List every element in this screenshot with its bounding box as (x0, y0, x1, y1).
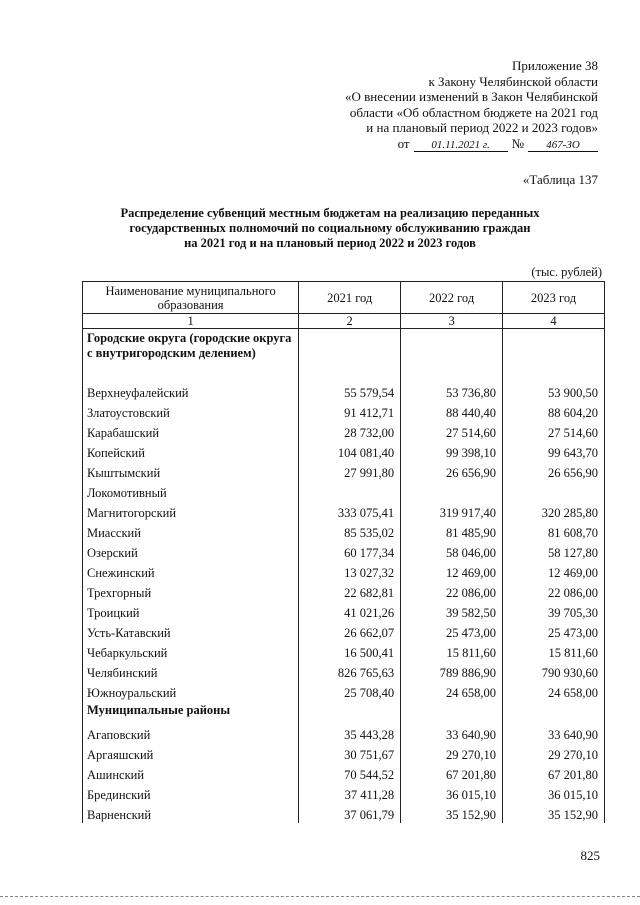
municipality-name: Кыштымский (83, 461, 299, 481)
value-2022 (401, 481, 503, 501)
municipality-name: Агаповский (83, 723, 299, 743)
municipality-name: Карабашский (83, 421, 299, 441)
table-row (83, 641, 605, 661)
value-2021: 26 662,07 (299, 621, 401, 641)
value-2022 (401, 329, 503, 382)
value-2021: 16 500,41 (299, 641, 401, 661)
header-2023: 2023 год (503, 282, 605, 314)
table-row (83, 441, 605, 461)
header-2021: 2021 год (299, 282, 401, 314)
header-municipality: Наименование муниципального образования (83, 282, 299, 314)
table-row (83, 621, 605, 641)
document-title (80, 206, 580, 251)
municipality-name: Чебаркульский (83, 641, 299, 661)
value-2021: 22 682,81 (299, 581, 401, 601)
value-2021: 60 177,34 (299, 541, 401, 561)
value-2023: 67 201,80 (503, 763, 605, 783)
municipality-name: Златоустовский (83, 401, 299, 421)
units-label: (тыс. рублей) (531, 265, 602, 279)
municipality-name: Южноуральский (83, 681, 299, 701)
value-2021: 826 765,63 (299, 661, 401, 681)
value-2023: 15 811,60 (503, 641, 605, 661)
column-number: 2 (299, 314, 401, 329)
value-2023: 24 658,00 (503, 681, 605, 701)
value-2022: 24 658,00 (401, 681, 503, 701)
table-row (83, 421, 605, 441)
value-2023: 81 608,70 (503, 521, 605, 541)
subvention-table (82, 281, 605, 823)
appendix-line: «О внесении изменений в Закон Челябинской (344, 89, 598, 104)
municipality-name: Челябинский (83, 661, 299, 681)
table-section-row (83, 701, 605, 723)
value-2021 (299, 481, 401, 501)
column-number: 4 (503, 314, 605, 329)
header-2022: 2022 год (401, 282, 503, 314)
value-2022: 39 582,50 (401, 601, 503, 621)
table-row (83, 581, 605, 601)
value-2023: 790 930,60 (503, 661, 605, 681)
value-2022: 15 811,60 (401, 641, 503, 661)
value-2022: 25 473,00 (401, 621, 503, 641)
value-2021 (299, 329, 401, 382)
table-row (83, 681, 605, 701)
value-2021: 55 579,54 (299, 381, 401, 401)
municipality-name: Городские округа (городские округа с внутригородским делением) (83, 329, 299, 382)
from-label: от (397, 135, 410, 151)
municipality-name: Озерский (83, 541, 299, 561)
table-row (83, 783, 605, 803)
value-2022: 33 640,90 (401, 723, 503, 743)
table-row (83, 401, 605, 421)
municipality-name: Магнитогорский (83, 501, 299, 521)
value-2022: 29 270,10 (401, 743, 503, 763)
value-2022: 88 440,40 (401, 401, 503, 421)
municipality-name: Локомотивный (83, 481, 299, 501)
value-2023: 320 285,80 (503, 501, 605, 521)
number-label: № (511, 135, 524, 151)
table-body (83, 329, 605, 824)
value-2022: 81 485,90 (401, 521, 503, 541)
law-date-number (345, 136, 598, 152)
value-2023: 88 604,20 (503, 401, 605, 421)
value-2021: 333 075,41 (299, 501, 401, 521)
value-2023: 33 640,90 (503, 723, 605, 743)
table-row (83, 763, 605, 783)
value-2022: 26 656,90 (401, 461, 503, 481)
value-2023: 22 086,00 (503, 581, 605, 601)
value-2021: 104 081,40 (299, 441, 401, 461)
municipality-name: Копейский (83, 441, 299, 461)
value-2022: 789 886,90 (401, 661, 503, 681)
value-2023: 36 015,10 (503, 783, 605, 803)
law-number: 467-ЗО (528, 139, 598, 152)
appendix-line: области «Об областном бюджете на 2021 год (349, 104, 598, 120)
value-2023: 27 514,60 (503, 421, 605, 441)
municipality-name: Троицкий (83, 601, 299, 621)
municipality-name: Усть-Катавский (83, 621, 299, 641)
municipality-name: Снежинский (83, 561, 299, 581)
value-2021: 13 027,32 (299, 561, 401, 581)
value-2022: 36 015,10 (401, 783, 503, 803)
value-2022: 53 736,80 (401, 381, 503, 401)
table-row (83, 723, 605, 743)
value-2023: 29 270,10 (503, 743, 605, 763)
value-2022 (401, 701, 503, 723)
table-row (83, 521, 605, 541)
page-edge-divider (0, 896, 640, 897)
value-2023: 99 643,70 (503, 441, 605, 461)
municipality-name: Верхнеуфалейский (83, 381, 299, 401)
title-line: на 2021 год и на плановый период 2022 и 2023 годов (184, 236, 476, 250)
law-date: 01.11.2021 г. (414, 139, 508, 152)
column-number: 1 (83, 314, 299, 329)
table-section-row (83, 329, 605, 382)
value-2022: 27 514,60 (401, 421, 503, 441)
value-2021: 85 535,02 (299, 521, 401, 541)
table-row (83, 561, 605, 581)
column-number: 3 (401, 314, 503, 329)
table-row (83, 381, 605, 401)
table-row (83, 743, 605, 763)
value-2023: 12 469,00 (503, 561, 605, 581)
page-number: 825 (580, 848, 600, 863)
value-2021: 30 751,67 (299, 743, 401, 763)
value-2022: 99 398,10 (401, 441, 503, 461)
appendix-line: и на плановый период 2022 и 2023 годов» (366, 120, 598, 135)
appendix-header (345, 58, 598, 152)
value-2021 (299, 701, 401, 723)
appendix-line: к Закону Челябинской области (428, 73, 598, 89)
value-2022: 319 917,40 (401, 501, 503, 521)
value-2023 (503, 329, 605, 382)
table-row (83, 661, 605, 681)
table-row (83, 803, 605, 823)
value-2022: 58 046,00 (401, 541, 503, 561)
table-header-row (83, 282, 605, 314)
table-row (83, 541, 605, 561)
municipality-name: Миасский (83, 521, 299, 541)
value-2022: 22 086,00 (401, 581, 503, 601)
value-2021: 70 544,52 (299, 763, 401, 783)
municipality-name: Ашинский (83, 763, 299, 783)
value-2022: 35 152,90 (401, 803, 503, 823)
value-2021: 35 443,28 (299, 723, 401, 743)
municipality-name: Трехгорный (83, 581, 299, 601)
table-reference: «Таблица 137 (522, 172, 598, 187)
table-row (83, 601, 605, 621)
table-row (83, 481, 605, 501)
value-2022: 67 201,80 (401, 763, 503, 783)
title-line: государственных полномочий по социальному обслуживанию граждан (129, 221, 531, 235)
value-2023: 26 656,90 (503, 461, 605, 481)
table-row (83, 461, 605, 481)
municipality-name: Муниципальные районы (83, 701, 299, 723)
value-2023: 58 127,80 (503, 541, 605, 561)
table-row (83, 501, 605, 521)
appendix-line: Приложение 38 (511, 58, 598, 73)
value-2022: 12 469,00 (401, 561, 503, 581)
value-2023: 53 900,50 (503, 381, 605, 401)
municipality-name: Брединский (83, 783, 299, 803)
value-2021: 37 061,79 (299, 803, 401, 823)
value-2023: 25 473,00 (503, 621, 605, 641)
municipality-name: Аргаяшский (83, 743, 299, 763)
value-2023 (503, 701, 605, 723)
value-2021: 28 732,00 (299, 421, 401, 441)
value-2021: 41 021,26 (299, 601, 401, 621)
value-2023: 39 705,30 (503, 601, 605, 621)
column-number-row (83, 314, 605, 329)
value-2021: 37 411,28 (299, 783, 401, 803)
value-2023 (503, 481, 605, 501)
value-2021: 25 708,40 (299, 681, 401, 701)
title-line: Распределение субвенций местным бюджетам на реализацию переданных (120, 206, 540, 220)
value-2021: 27 991,80 (299, 461, 401, 481)
value-2023: 35 152,90 (503, 803, 605, 823)
municipality-name: Варненский (83, 803, 299, 823)
value-2021: 91 412,71 (299, 401, 401, 421)
